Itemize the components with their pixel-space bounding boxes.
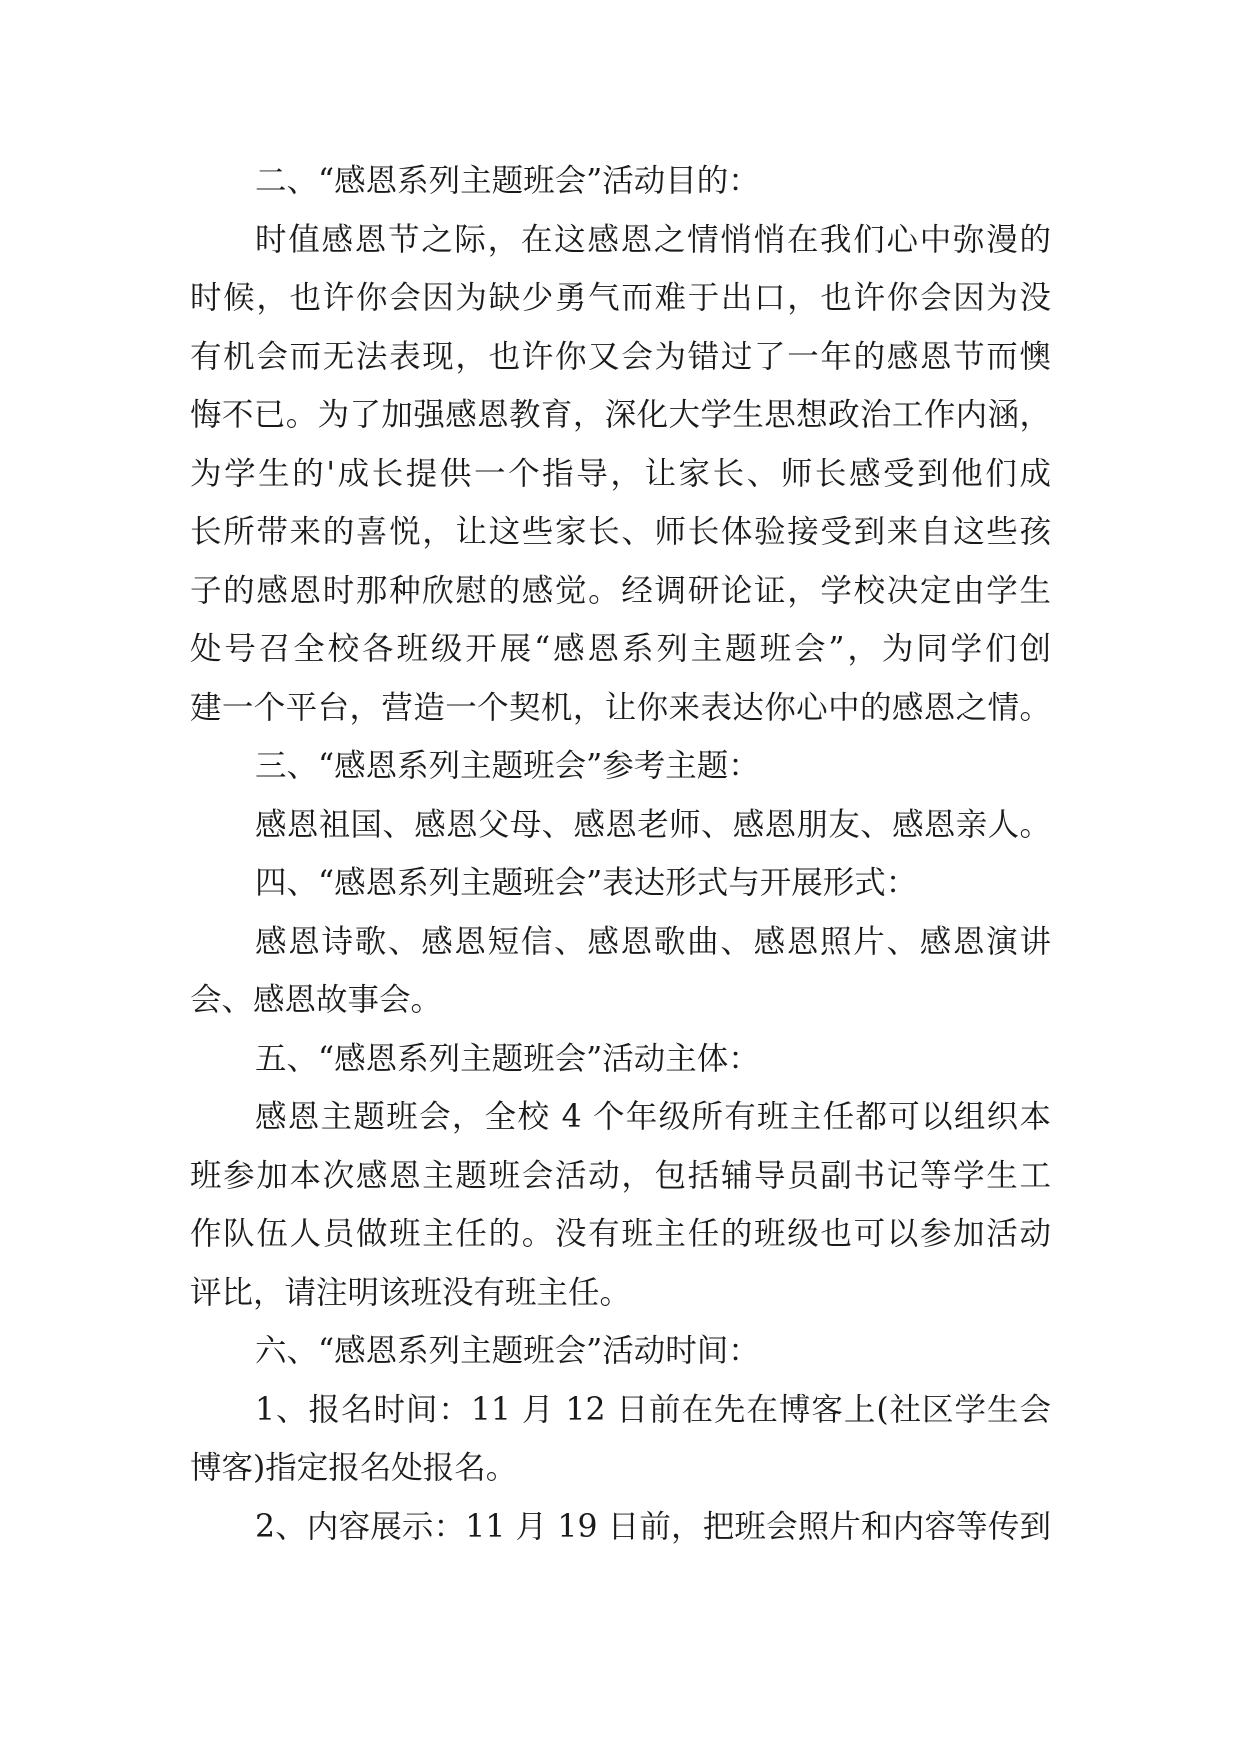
body-paragraph: [190, 796, 1051, 855]
list-item: [190, 1498, 1051, 1557]
text-line: 四、“感恩系列主题班会”表达形式与开展形式：: [255, 865, 918, 901]
text-line: 评比，请注明该班没有班主任。: [190, 1274, 632, 1311]
list-item: [190, 1381, 1051, 1498]
text-line: 时值感恩节之际，在这感恩之情悄悄在我们心中弥漫的: [255, 221, 1051, 258]
text-line: 会、感恩故事会。: [190, 982, 443, 1018]
text-line: 有机会而无法表现，也许你又会为错过了一年的感恩节而懊: [190, 338, 1051, 375]
text-line: 博客)指定报名处报名。: [190, 1450, 518, 1486]
section-heading: [190, 1322, 1051, 1381]
text-line: 子的感恩时那种欣慰的感觉。经调研论证，学校决定由学生: [190, 572, 1051, 609]
body-paragraph: [190, 1088, 1051, 1322]
text-line: 建一个平台，营造一个契机，让你来表达你心中的感恩之情。: [190, 689, 1051, 726]
section-heading: [190, 737, 1051, 796]
text-line: 二、“感恩系列主题班会”活动目的：: [255, 163, 760, 199]
section-heading: [190, 1030, 1051, 1089]
text-line: 2、内容展示：11 月 19 日前，把班会照片和内容等传到: [255, 1508, 1051, 1545]
text-line: 时候，也许你会因为缺少勇气而难于出口，也许你会因为没: [190, 280, 1051, 316]
text-line: 为学生的'成长提供一个指导，让家长、师长感受到他们成: [190, 455, 1051, 492]
body-paragraph: [190, 913, 1051, 1030]
text-line: 班参加本次感恩主题班会活动，包括辅导员副书记等学生工: [190, 1157, 1051, 1194]
body-paragraph: [190, 211, 1051, 738]
text-line: 处号召全校各班级开展“感恩系列主题班会”，为同学们创: [190, 631, 1051, 667]
document-body: [190, 152, 1051, 1556]
text-line: 感恩主题班会，全校 4 个年级所有班主任都可以组织本: [255, 1099, 1051, 1135]
text-line: 六、“感恩系列主题班会”活动时间：: [255, 1333, 760, 1369]
text-line: 感恩诗歌、感恩短信、感恩歌曲、感恩照片、感恩演讲: [255, 923, 1051, 960]
text-line: 悔不已。为了加强感恩教育，深化大学生思想政治工作内涵，: [190, 397, 1051, 433]
text-line: 长所带来的喜悦，让这些家长、师长体验接受到来自这些孩: [190, 514, 1051, 550]
section-heading: [190, 854, 1051, 913]
text-line: 三、“感恩系列主题班会”参考主题：: [255, 748, 760, 784]
text-line: 五、“感恩系列主题班会”活动主体：: [255, 1040, 760, 1077]
text-line: 1、报名时间：11 月 12 日前在先在博客上(社区学生会: [255, 1391, 1051, 1428]
text-line: 感恩祖国、感恩父母、感恩老师、感恩朋友、感恩亲人。: [255, 806, 1051, 843]
section-heading: [190, 152, 1051, 211]
text-line: 作队伍人员做班主任的。没有班主任的班级也可以参加活动: [190, 1216, 1051, 1252]
